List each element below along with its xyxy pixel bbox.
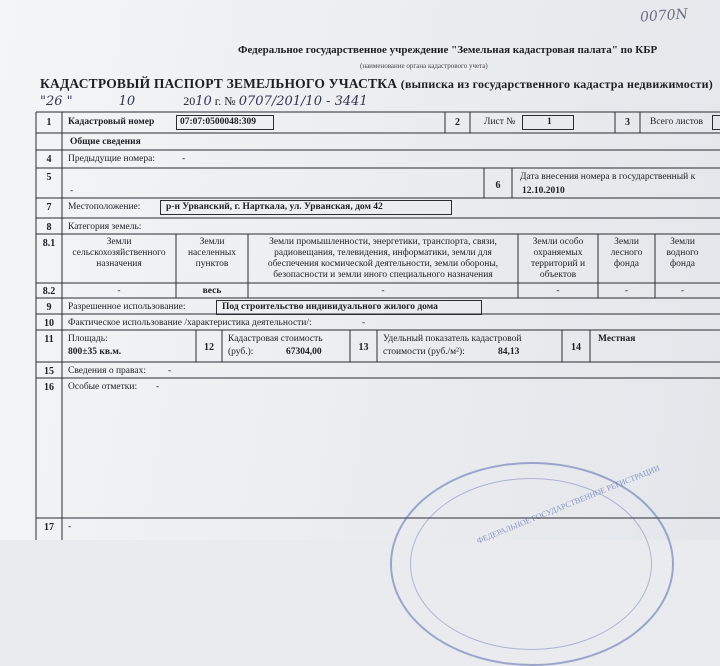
sheet-label: Лист №	[484, 117, 516, 127]
row-number-7: 7	[46, 202, 52, 213]
category-water: Земли водного фонда	[666, 237, 699, 269]
rights-label: Сведения о правах:	[68, 366, 146, 376]
cadastral-value-amount: 67304,00	[286, 347, 322, 357]
land-category-label: Категория земель:	[68, 222, 142, 232]
category-settlements: Земли населенных пунктов	[187, 237, 237, 269]
specific-index-label: Удельный показатель кадастровой	[383, 334, 522, 344]
cadastral-number-value: 07:07:0500048:309	[180, 117, 256, 127]
cadastral-number-label: Кадастровый номер	[68, 117, 155, 127]
document-title-main: КАДАСТРОВЫЙ ПАСПОРТ ЗЕМЕЛЬНОГО УЧАСТКА	[40, 76, 398, 91]
row-number-11: 11	[44, 334, 54, 345]
location-value: р-н Урванский, г. Нарткала, ул. Урванская, дом 42	[166, 202, 383, 212]
institution-caption: (наименование органа кадастрового учета)	[360, 62, 488, 70]
registration-number: 0707/201/10 - 3441	[238, 94, 368, 109]
category-forest: Земли лесного фонда	[610, 237, 643, 269]
issue-month: 10	[118, 94, 136, 109]
cadastral-value-unit: (руб.):	[228, 347, 254, 357]
row-number-17: 17	[44, 522, 54, 533]
row-number-8-1: 8.1	[42, 238, 56, 249]
row-14-value: Местная	[598, 334, 636, 344]
rights-value: -	[168, 366, 172, 376]
row-number-8: 8	[46, 222, 52, 233]
row-number-6: 6	[495, 180, 501, 191]
row-number-16: 16	[44, 382, 54, 393]
actual-use-value: -	[362, 318, 366, 328]
official-stamp-text: ФЕДЕРАЛЬНОЕ ГОСУДАРСТВЕННОЕ РЕГИСТРАЦИИ	[475, 463, 662, 546]
row-number-8-2: 8.2	[42, 286, 56, 297]
row-5-value: -	[70, 186, 74, 196]
value-water: -	[680, 286, 685, 296]
general-info-heading: Общие сведения	[70, 137, 141, 147]
actual-use-label: Фактическое использование /характеристика деятельности/:	[68, 318, 312, 328]
issue-year-label: г. №	[214, 94, 236, 108]
location-label: Местоположение:	[68, 202, 141, 212]
row-number-9: 9	[46, 302, 52, 313]
row-number-12: 12	[204, 342, 214, 353]
official-stamp-inner-ring	[410, 478, 652, 650]
row-number-14: 14	[571, 342, 581, 353]
row-number-15: 15	[44, 366, 54, 377]
issue-year-prefix: 20	[183, 94, 196, 108]
sheet-number-value: 1	[547, 117, 552, 127]
row-number-1: 1	[46, 117, 52, 128]
category-industry: Земли промышленности, энергетики, транспорта, связи, радиовещания, телевидения, информатики, земли для обеспечения космической деятельности, земли обороны, безопасности и земли иного специального назначения	[267, 237, 499, 280]
category-agricultural: Земли сельскохозяйственного назначения	[72, 237, 166, 269]
row-number-13: 13	[358, 342, 369, 353]
issue-year-suffix: 10	[195, 94, 212, 109]
previous-numbers-value: -	[182, 154, 186, 164]
special-notes-value: -	[156, 382, 160, 392]
area-label: Площадь:	[68, 334, 108, 344]
row-number-10: 10	[44, 318, 54, 329]
area-value: 800±35 кв.м.	[68, 347, 122, 357]
row-number-4: 4	[46, 154, 52, 165]
row-17-value: -	[68, 522, 72, 532]
entry-date-value: 12.10.2010	[522, 186, 565, 196]
issue-day: "26 "	[40, 94, 73, 109]
value-forest: -	[624, 286, 629, 296]
entry-date-label: Дата внесения номера в государственный к	[520, 172, 696, 182]
specific-index-unit: стоимости (руб./м²):	[383, 347, 465, 357]
category-protected: Земли особо охраняемых территорий и объектов	[530, 237, 586, 280]
row-number-3: 3	[625, 117, 630, 128]
specific-index-value: 84,13	[498, 347, 520, 357]
value-industry: -	[381, 286, 385, 296]
value-agricultural: -	[117, 286, 121, 296]
institution-name: Федеральное государственное учреждение "Земельная кадастровая палата" по КБР	[238, 44, 658, 56]
value-settlements: весь	[202, 286, 222, 296]
previous-numbers-label: Предыдущие номера:	[68, 154, 155, 164]
permitted-use-value: Под строительство индивидуального жилого дома	[222, 302, 438, 312]
permitted-use-label: Разрешенное использование:	[68, 302, 186, 312]
cadastral-value-label: Кадастровая стоимость	[228, 334, 323, 344]
row-number-5: 5	[46, 172, 52, 183]
total-sheets-label: Всего листов	[650, 117, 703, 127]
row-number-2: 2	[455, 117, 460, 128]
total-sheets-box	[712, 115, 720, 130]
special-notes-label: Особые отметки:	[68, 382, 138, 392]
document-title-sub: (выписка из государственного кадастра недвижимости)	[400, 77, 713, 91]
value-protected: -	[556, 286, 560, 296]
corner-handwriting: 0070N	[639, 6, 689, 26]
